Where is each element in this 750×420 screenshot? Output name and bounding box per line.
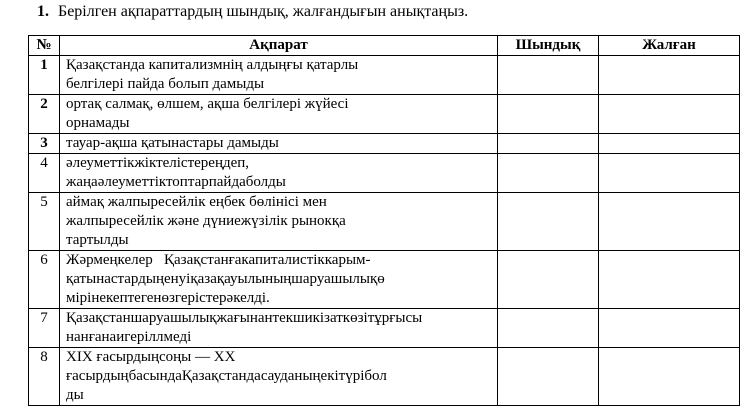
- table-row: [29, 193, 740, 251]
- table-row: [29, 154, 740, 193]
- table-row: [29, 309, 740, 348]
- false-answer-cell[interactable]: [599, 154, 740, 193]
- row-statement: [60, 154, 498, 193]
- header-number: №: [29, 36, 60, 56]
- row-number: 6: [29, 251, 60, 309]
- row-number: 7: [29, 309, 60, 348]
- statement-line: тартылды: [66, 232, 129, 248]
- statement-line: Қазақстаншаруашылықжағынантекшикізаткөзітұрғысы: [66, 310, 423, 326]
- header-false: Жалған: [599, 36, 740, 56]
- statement-line: жаңаәлеуметтіктоптарпайдаболды: [66, 174, 286, 190]
- task-number: 1.: [37, 3, 49, 20]
- statement-line: ды: [66, 387, 84, 403]
- false-answer-cell[interactable]: [599, 134, 740, 154]
- table-row: [29, 251, 740, 309]
- statement-line: Жәрмеңкелер Қазақстанғакапиталистіккарым-: [66, 252, 371, 268]
- table-row: [29, 348, 740, 406]
- task-text: Берілген ақпараттардың шындық, жалғандығын анықтаңыз.: [58, 3, 469, 20]
- row-statement: [60, 348, 498, 406]
- row-statement: [60, 134, 498, 154]
- row-number: 4: [29, 154, 60, 193]
- row-number: 1: [29, 56, 60, 95]
- statement-line: тауар-ақша қатынастары дамыды: [66, 135, 279, 151]
- true-answer-cell[interactable]: [498, 134, 599, 154]
- header-true: Шындық: [498, 36, 599, 56]
- false-answer-cell[interactable]: [599, 56, 740, 95]
- row-statement: [60, 95, 498, 134]
- statement-line: нанғанаигеріллмеді: [66, 329, 192, 345]
- false-answer-cell[interactable]: [599, 193, 740, 251]
- task-heading: [37, 2, 468, 22]
- row-number: 8: [29, 348, 60, 406]
- statement-line: белгілері пайда болып дамыды: [66, 76, 265, 92]
- statement-line: орнамады: [66, 115, 130, 131]
- row-statement: [60, 309, 498, 348]
- true-answer-cell[interactable]: [498, 348, 599, 406]
- true-answer-cell[interactable]: [498, 251, 599, 309]
- row-number: 3: [29, 134, 60, 154]
- statement-line: ғасырдыңбасындаҚазақстандасауданыңекітүрібол: [66, 368, 387, 384]
- true-answer-cell[interactable]: [498, 154, 599, 193]
- row-number: 5: [29, 193, 60, 251]
- statement-line: ортақ салмақ, өлшем, ақша белгілері жүйесі: [66, 96, 349, 112]
- row-statement: [60, 56, 498, 95]
- table-row: [29, 56, 740, 95]
- true-answer-cell[interactable]: [498, 95, 599, 134]
- true-answer-cell[interactable]: [498, 309, 599, 348]
- table-row: [29, 134, 740, 154]
- statement-line: аймақ жалпыресейлік еңбек бөлінісі мен: [66, 194, 327, 210]
- table-header-row: [29, 36, 740, 56]
- header-info: Ақпарат: [60, 36, 498, 56]
- table-row: [29, 95, 740, 134]
- row-statement: [60, 193, 498, 251]
- statement-line: Қазақстанда капитализмнің алдыңғы қатарлы: [66, 57, 359, 73]
- statement-line: қатынастардыңенуіқазақауылыныңшаруашылықө: [66, 271, 385, 287]
- row-statement: [60, 251, 498, 309]
- statement-line: XIX ғасырдыңсоңы — XX: [66, 349, 236, 365]
- true-false-table: [28, 35, 740, 406]
- false-answer-cell[interactable]: [599, 95, 740, 134]
- false-answer-cell[interactable]: [599, 251, 740, 309]
- false-answer-cell[interactable]: [599, 309, 740, 348]
- true-answer-cell[interactable]: [498, 193, 599, 251]
- true-answer-cell[interactable]: [498, 56, 599, 95]
- row-number: 2: [29, 95, 60, 134]
- statement-line: жалпыресейлік және дүниежүзілік рынокқа: [66, 213, 346, 229]
- statement-line: мірінекептегенөзгерістерәкелді.: [66, 290, 270, 306]
- statement-line: әлеуметтікжіктелістереңдеп,: [66, 155, 250, 171]
- false-answer-cell[interactable]: [599, 348, 740, 406]
